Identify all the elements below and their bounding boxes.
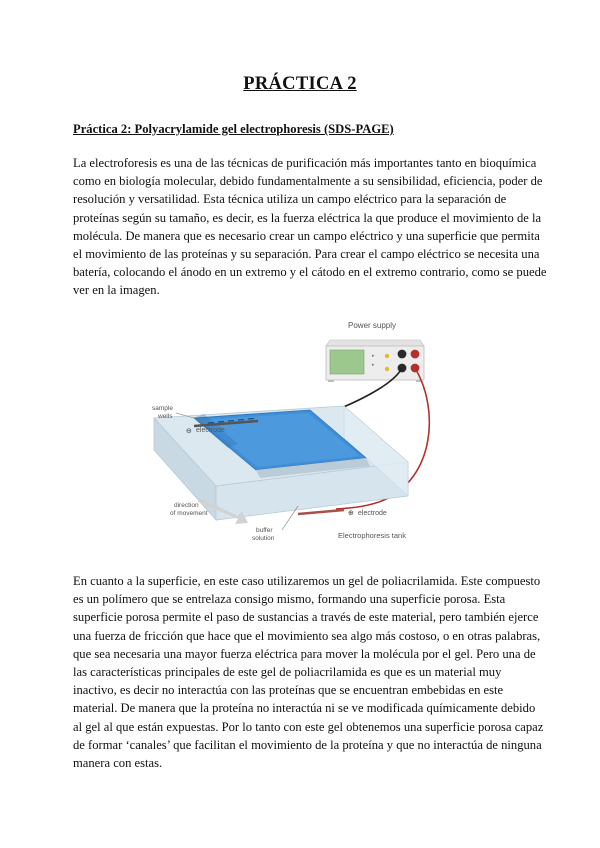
paragraph-line: de formar ‘canales’ que facilitan el movimiento de la proteína y que no interactúa de ninguna [73,737,542,752]
power-supply-label: Power supply [348,321,397,330]
electrode-bottom-label: electrode [358,510,387,517]
paragraph-line: proteínas según su tamaño, es decir, es la fuerza eléctrica la que produce el movimiento de la [73,210,542,225]
electrode-top-label: electrode [196,427,225,434]
direction-label: of movement [170,510,208,517]
paragraph-line: molécula. De manera que es necesario crear un campo eléctrico y una superficie que permita [73,228,540,243]
electrophoresis-diagram [148,310,448,555]
buffer-label: solution [252,535,275,542]
sample-wells-label: sample [152,405,173,412]
paragraph-line: una fuerza de fricción que hace que el movimiento sea algo más costoso, o en otras palabras, [73,628,541,643]
svg-text:▸: ▸ [372,353,375,359]
electrophoresis-figure [148,310,448,555]
direction-label: direction [174,502,199,509]
indicator-light [385,367,389,371]
paragraph-line: como en biología molecular, debido fundamentalmente a su sensibilidad, eficiencia, poder de [73,174,543,189]
indicator-light [385,354,389,358]
buffer-label: buffer [256,527,273,534]
paragraph-line: manera con estas. [73,756,163,771]
paragraph-line: En cuanto a la superficie, en este caso utilizaremos un gel de poliacrilamida. Este compuesto [73,574,541,588]
negative-terminal [398,350,407,359]
paragraph-line: superficie porosa permite el paso de sustancias a través de este material, pero también ejerce [73,610,539,625]
paragraph-line: el movimiento de las proteínas y su separación. Para crear el campo eléctrico se necesita una [73,247,540,262]
paragraph-line: las características principales de este gel de poliacrilamida es que es un material muy [73,665,502,680]
paragraph-line: que sea necesaria una mayor fuerza eléctrica para mover la molécula por el gel. Pero una de [73,646,536,661]
paragraph-line: resolución y versatilidad. Esta técnica utiliza un campo eléctrico para la separación de [73,192,507,207]
sample-wells-label: wells [158,413,173,420]
paragraph-line: ver en la imagen. [73,283,160,298]
paragraph-line: material. De manera que la proteína no interactúa ni se ve modificada químicamente debido [73,701,536,716]
svg-text:▸: ▸ [372,362,375,368]
power-supply [326,340,424,382]
tank-label: Electrophoresis tank [338,531,406,540]
page-title: PRÁCTICA 2 [243,74,357,94]
paragraph-line: inactivo, es decir no interactúa con las proteínas que se encuentran embebidas en este [73,683,504,698]
paragraph-intro [73,154,547,300]
paragraph-line: La electroforesis es una de las técnicas de purificación más importantes tanto en bioquímica [73,156,537,170]
electrode-bottom [298,510,344,514]
positive-terminal [411,350,420,359]
minus-symbol: ⊖ [186,427,192,435]
paragraph-line: es un polímero que se entrelaza consigo mismo, formando una superficie porosa. Esta [73,592,506,607]
plus-symbol: ⊕ [348,509,354,517]
section-heading: Práctica 2: Polyacrylamide gel electrophoresis (SDS-PAGE) [73,122,394,136]
paragraph-line: al gel al que están expuestas. Por lo tanto con este gel obtenemos una superficie porosa capaz [73,719,544,734]
paragraph-surface [73,572,544,772]
paragraph-line: batería, colocando el ánodo en un extremo y el cátodo en el extremo contrario, como se puede [73,265,547,280]
power-supply-screen [330,350,364,374]
